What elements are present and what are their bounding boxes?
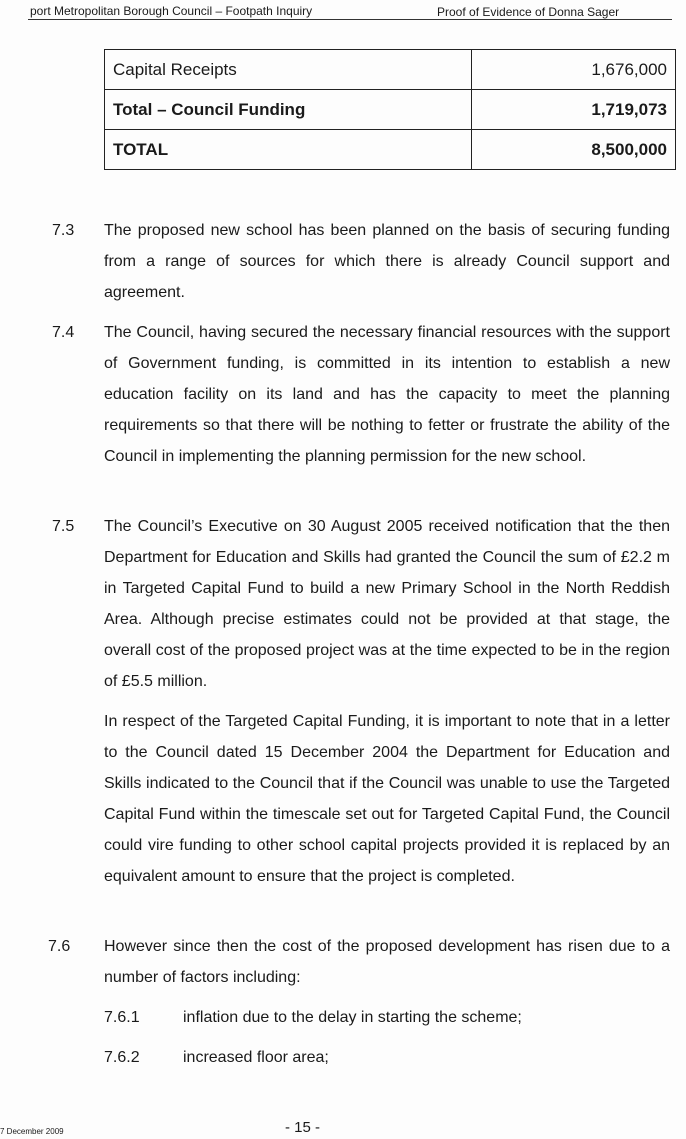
subitem-text: increased floor area; bbox=[183, 1049, 329, 1066]
header-rule bbox=[28, 19, 672, 20]
footer-date: 7 December 2009 bbox=[0, 1127, 64, 1136]
subitem-number: 7.6.2 bbox=[104, 1049, 140, 1066]
paragraph-text: The Council, having secured the necessary financial resources with the support of Government funding, is committed in its intention to establish a new education facility on its land and has the capacity to meet the planning requirements so that there will be nothing to fetter or frustrate the ability of the Council in implementing the planning permission for the new school. bbox=[104, 324, 670, 465]
table-cell-value: 1,676,000 bbox=[472, 50, 676, 90]
table-row bbox=[105, 90, 676, 130]
table-cell-label: TOTAL bbox=[105, 130, 472, 170]
table-cell-label: Total – Council Funding bbox=[105, 90, 472, 130]
table-row bbox=[105, 50, 676, 90]
table-cell-value: 1,719,073 bbox=[472, 90, 676, 130]
subitem-text: inflation due to the delay in starting the scheme; bbox=[183, 1009, 522, 1026]
page-number: - 15 - bbox=[285, 1119, 321, 1136]
table-row bbox=[105, 130, 676, 170]
header-author: Proof of Evidence of Donna Sager bbox=[437, 5, 620, 19]
paragraph-text: However since then the cost of the proposed development has risen due to a number of factors including: bbox=[104, 938, 670, 986]
table-cell-value: 8,500,000 bbox=[472, 130, 676, 170]
paragraph-number: 7.6 bbox=[48, 938, 71, 955]
paragraph-text: In respect of the Targeted Capital Funding, it is important to note that in a letter to the Council dated 15 December 2004 the Department for Education and Skills indicated to the Council that if the Council was unable to use the Targeted Capital Fund within the timescale set out for Targeted Capital Fund, the Council could vire funding to other school capital projects provided it is replaced by an equivalent amount to ensure that the project is completed. bbox=[104, 713, 670, 885]
paragraph-number: 7.3 bbox=[52, 222, 75, 239]
paragraph-number: 7.4 bbox=[52, 324, 75, 341]
header-title: port Metropolitan Borough Council – Footpath Inquiry bbox=[30, 4, 313, 18]
subitem-number: 7.6.1 bbox=[104, 1009, 140, 1026]
funding-table bbox=[104, 49, 676, 170]
paragraph-text: The proposed new school has been planned on the basis of securing funding from a range of sources for which there is already Council support and agreement. bbox=[104, 222, 670, 301]
table-cell-label: Capital Receipts bbox=[105, 50, 472, 90]
page-header bbox=[0, 0, 686, 22]
paragraph-text: The Council’s Executive on 30 August 2005 received notification that the then Department for Education and Skills had granted the Council the sum of £2.2 m in Targeted Capital Fund to build a new Primary School in the North Reddish Area. Although precise estimates could not be provided at that stage, the overall cost of the proposed project was at the time expected to be in the region of £5.5 million. bbox=[104, 518, 670, 690]
paragraph-number: 7.5 bbox=[52, 518, 75, 535]
